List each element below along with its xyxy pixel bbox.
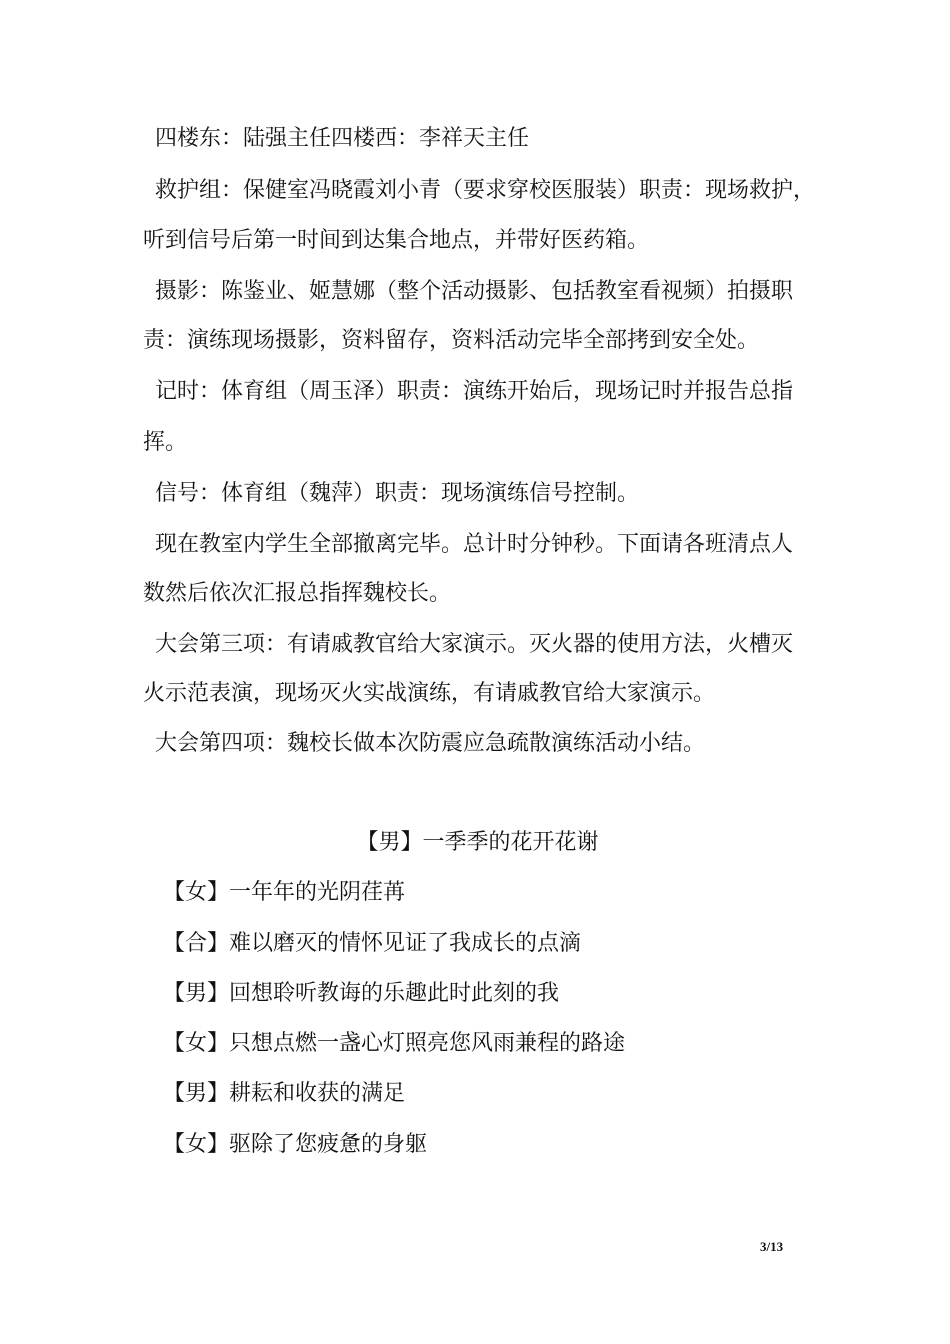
page-number: 3/13 — [760, 1239, 784, 1254]
paragraph-line: 挥。 — [143, 430, 188, 455]
paragraph-line: 救护组：保健室冯晓霞刘小青（要求穿校医服装）职责：现场救护， — [155, 178, 816, 203]
paragraph-line: 记时：体育组（周玉泽）职责：演练开始后，现场记时并报告总指 — [155, 379, 794, 404]
poem-line: 【女】只想点燃一盏心灯照亮您风雨兼程的路途 — [163, 1031, 626, 1056]
paragraph-line: 听到信号后第一时间到达集合地点，并带好医药箱。 — [143, 228, 650, 253]
paragraph-line: 大会第三项：有请戚教官给大家演示。灭火器的使用方法，火槽灭 — [155, 632, 794, 657]
paragraph-line: 四楼东：陆强主任四楼西：李祥天主任 — [155, 126, 530, 151]
paragraph-line: 数然后依次汇报总指挥魏校长。 — [143, 581, 452, 606]
paragraph-line: 责：演练现场摄影，资料留存，资料活动完毕全部拷到安全处。 — [143, 328, 760, 353]
paragraph-line: 信号：体育组（魏萍）职责：现场演练信号控制。 — [155, 481, 640, 506]
poem-line: 【女】驱除了您疲惫的身躯 — [163, 1132, 428, 1157]
paragraph-line: 火示范表演，现场灭火实战演练，有请戚教官给大家演示。 — [143, 681, 716, 706]
poem-line: 【合】难以磨灭的情怀见证了我成长的点滴 — [163, 931, 582, 956]
paragraph-line: 摄影：陈鉴业、姬慧娜（整个活动摄影、包括教室看视频）拍摄职 — [155, 279, 794, 304]
paragraph-line: 大会第四项：魏校长做本次防震应急疏散演练活动小结。 — [155, 731, 706, 756]
paragraph-line: 现在教室内学生全部撤离完毕。总计时分钟秒。下面请各班清点人 — [155, 532, 794, 557]
poem-line: 【女】一年年的光阴荏苒 — [163, 880, 406, 905]
poem-line: 【男】耕耘和收获的满足 — [163, 1081, 406, 1106]
poem-line: 【男】回想聆听教诲的乐趣此时此刻的我 — [163, 981, 560, 1006]
poem-title: 【男】一季季的花开花谢 — [356, 830, 599, 855]
